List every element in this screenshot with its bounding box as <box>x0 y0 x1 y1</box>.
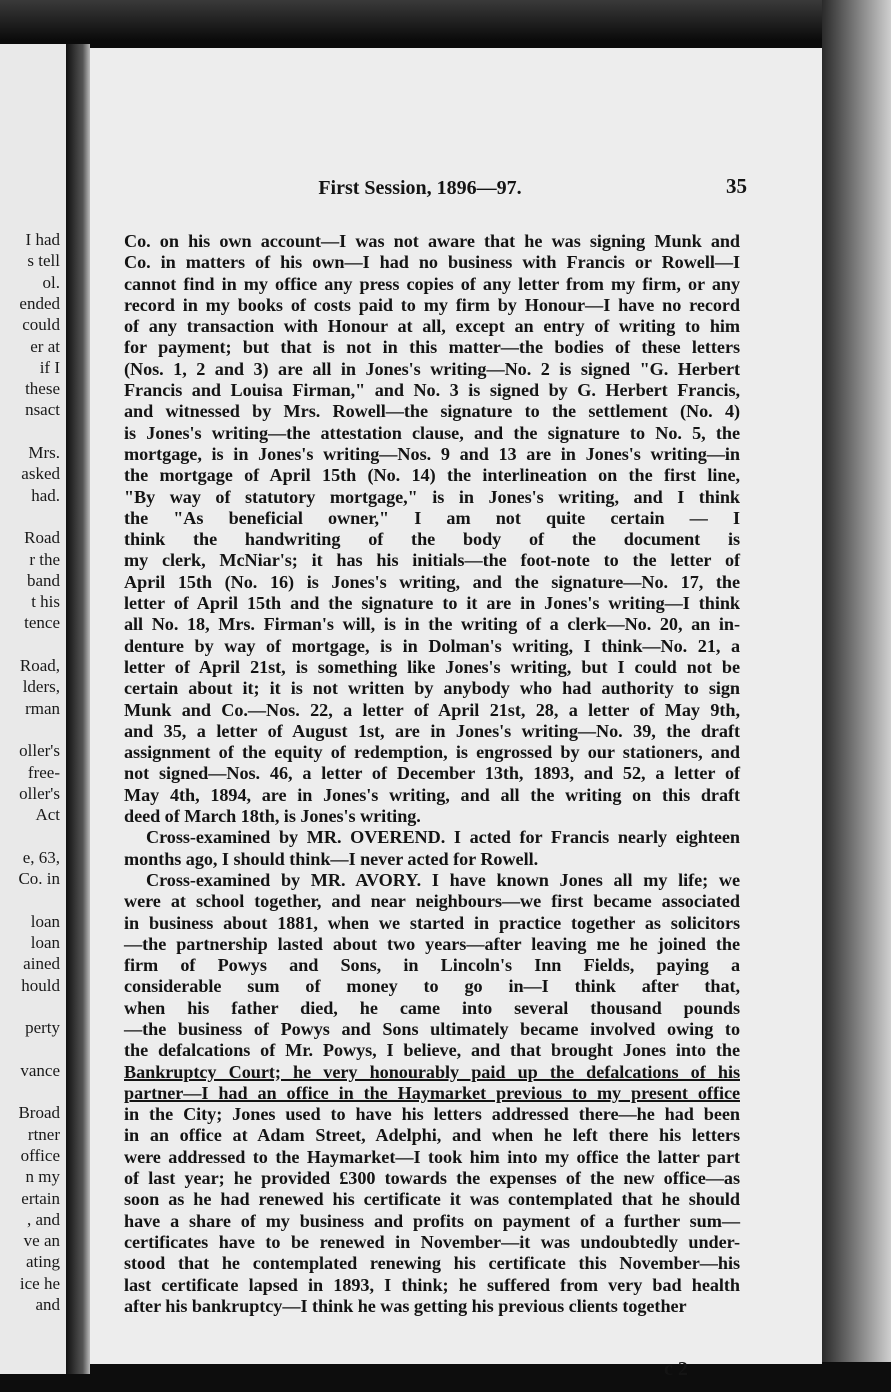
text-line: and 35, a letter of August 1st, are in Jones's writing—No. 39, the draft <box>124 720 740 741</box>
text-line: in an office at Adam Street, Adelphi, and when he left there his letters <box>124 1125 740 1146</box>
left-page-line: had. <box>31 485 60 505</box>
left-page-line: these <box>25 379 60 399</box>
book-gutter <box>66 44 90 1374</box>
left-page-line: nsact <box>25 400 60 420</box>
text-line: were at school together, and near neighbours—we first became associated <box>124 891 740 912</box>
left-page-line: ended <box>19 293 60 313</box>
text-line: last certificate lapsed in 1893, I think; he suffered from very bad health <box>124 1274 740 1295</box>
left-page-line: lders, <box>22 677 60 697</box>
left-page-line: ve an <box>23 1231 60 1251</box>
text-line: in the City; Jones used to have his letters addressed there—he had been <box>124 1104 740 1125</box>
running-head: First Session, 1896—97. <box>318 177 522 199</box>
text-line: deed of March 18th, is Jones's writing. <box>124 806 421 827</box>
left-page-line: band <box>26 570 60 590</box>
signature-mark: c 2 <box>664 1358 688 1380</box>
text-line: considerable sum of money to go in—I think after that, <box>124 976 740 997</box>
text-line: after his bankruptcy—I think he was getting his previous clients together <box>124 1295 687 1316</box>
left-page-line: e, 63, <box>22 847 60 867</box>
left-page-line: n my <box>25 1167 60 1187</box>
text-line: the mortgage of April 15th (No. 14) the interlineation on the first line, <box>124 465 740 486</box>
text-line: May 4th, 1894, are in Jones's writing, and all the writing on this draft <box>124 784 740 805</box>
text-line: soon as he had renewed his certificate it was contemplated that he should <box>124 1189 740 1210</box>
left-page-line: ained <box>23 954 60 974</box>
text-line: and witnessed by Mrs. Rowell—the signature to the settlement (No. 4) <box>124 401 740 422</box>
left-page-line: Act <box>35 805 60 825</box>
left-page-line: ice he <box>19 1273 60 1293</box>
text-line: —the partnership lasted about two years—after leaving me he joined the <box>124 933 740 954</box>
text-line: in business about 1881, when we started in practice together as solicitors <box>124 912 740 933</box>
text-line: not signed—Nos. 46, a letter of December 13th, 1893, and 52, a letter of <box>124 763 740 784</box>
text-line: certain about it; it is not written by anybody who had authority to sign <box>124 678 740 699</box>
text-line: assignment of the equity of redemption, is engrossed by our stationers, and <box>124 742 740 763</box>
text-line: months ago, I should think—I never acted for Rowell. <box>124 848 539 869</box>
left-page-line: ol. <box>42 272 60 292</box>
text-line: for payment; but that is not in this matter—the bodies of these letters <box>124 337 740 358</box>
left-page-line: Road, <box>19 656 60 675</box>
left-page-line: t his <box>31 592 60 612</box>
text-line: denture by way of mortgage, is in Dolman's writing, I think—No. 21, a <box>124 635 740 656</box>
text-line: when his father died, he came into several thousand pounds <box>124 997 740 1018</box>
left-page-line: Road <box>24 528 60 548</box>
text-line: letter of April 15th and the signature to it are in Jones's writing—I think <box>124 593 740 614</box>
left-page-line: , and <box>26 1209 60 1229</box>
text-line: Munk and Co.—Nos. 22, a letter of April 21st, 28, a letter of May 9th, <box>124 699 740 720</box>
right-page <box>90 48 822 1380</box>
text-line: the defalcations of Mr. Powys, I believe, and that brought Jones into the <box>124 1040 740 1061</box>
left-page-line: free- <box>27 762 60 782</box>
left-page-line: r the <box>29 549 60 569</box>
left-page-line: er at <box>30 336 60 356</box>
left-page-line: if I <box>39 357 60 377</box>
left-page-line: loan <box>30 911 60 931</box>
left-page-line: Broad <box>18 1103 60 1123</box>
text-line: Co. on his own account—I was not aware that he was signing Munk and <box>124 231 740 251</box>
text-line: record in my books of costs paid to my firm by Honour—I have no record <box>124 294 740 315</box>
scan-top-edge <box>0 0 891 40</box>
text-line: all No. 18, Mrs. Firman's will, is in the writing of a clerk—No. 20, an in- <box>124 614 740 635</box>
text-line: of any transaction with Honour at all, except an entry of writing to him <box>124 316 740 337</box>
left-page-line: perty <box>25 1018 60 1038</box>
text-line: were addressed to the Haymarket—I took him into my office the latter part <box>124 1146 740 1167</box>
text-line: Cross-examined by MR. OVEREND. I acted for Francis nearly eighteen <box>146 827 740 848</box>
text-line: Francis and Louisa Firman," and No. 3 is signed by G. Herbert Francis, <box>124 380 740 401</box>
text-line: (Nos. 1, 2 and 3) are all in Jones's writing—No. 2 is signed "G. Herbert <box>124 358 740 379</box>
text-line: "By way of statutory mortgage," is in Jones's writing, and I think <box>124 486 740 507</box>
left-page-line: ating <box>26 1252 60 1272</box>
left-page-line: s tell <box>27 251 60 271</box>
left-page-line: tence <box>24 613 60 633</box>
text-line: firm of Powys and Sons, in Lincoln's Inn Fields, paying a <box>124 955 740 976</box>
left-page-line: office <box>20 1145 60 1165</box>
left-page-line: asked <box>21 464 60 484</box>
left-page-line: hould <box>21 975 60 995</box>
left-page-line: rtner <box>27 1124 60 1144</box>
left-page-fragment <box>0 44 66 1374</box>
text-line: stood that he contemplated renewing his certificate this November—his <box>124 1253 740 1274</box>
page-number: 35 <box>726 174 747 198</box>
text-line: April 15th (No. 16) is Jones's writing, and the signature—No. 17, the <box>124 571 740 592</box>
left-page-line: could <box>22 315 60 335</box>
scan-bottom-edge <box>0 1362 891 1392</box>
left-page-line: loan <box>30 932 60 952</box>
text-line: think the handwriting of the body of the document is <box>124 529 740 550</box>
text-line: cannot find in my office any press copies of any letter from my firm, or any <box>124 273 740 294</box>
left-page-line: oller's <box>19 741 60 761</box>
text-line: Cross-examined by MR. AVORY. I have known Jones all my life; we <box>146 869 740 890</box>
text-line: partner—I had an office in the Haymarket previous to my present office <box>124 1082 740 1103</box>
left-page-line: I had <box>25 230 60 249</box>
text-line: Co. in matters of his own—I had no business with Francis or Rowell—I <box>124 252 740 273</box>
body-text <box>124 231 740 1317</box>
text-line: my clerk, McNiar's; it has his initials—the foot-note to the letter of <box>124 550 740 571</box>
text-line: mortgage, is in Jones's writing—Nos. 9 and 13 are in Jones's writing—in <box>124 443 740 464</box>
text-line: have a share of my business and profits on payment of a further sum— <box>124 1210 740 1231</box>
text-line: Bankruptcy Court; he very honourably paid up the defalcations of his <box>124 1061 740 1082</box>
text-line: certificates have to be renewed in November—it was undoubtedly under- <box>124 1231 740 1252</box>
text-line: —the business of Powys and Sons ultimately became involved owing to <box>124 1018 740 1039</box>
scan-right-edge <box>822 0 891 1392</box>
text-line: letter of April 21st, is something like Jones's writing, but I could not be <box>124 656 740 677</box>
left-page-line: ertain <box>21 1188 60 1208</box>
left-page-line: vance <box>20 1060 60 1080</box>
text-line: the "As beneficial owner," I am not quite certain — I <box>124 507 740 528</box>
left-page-line: Co. in <box>18 869 60 888</box>
text-line: of last year; he provided £300 towards the expenses of the new office—as <box>124 1168 740 1189</box>
left-page-line: and <box>35 1295 60 1314</box>
left-page-line: oller's <box>19 783 60 803</box>
left-page-line: Mrs. <box>28 443 60 462</box>
text-line: is Jones's writing—the attestation clause, and the signature to No. 5, the <box>124 422 740 443</box>
left-page-line: rman <box>25 698 60 718</box>
